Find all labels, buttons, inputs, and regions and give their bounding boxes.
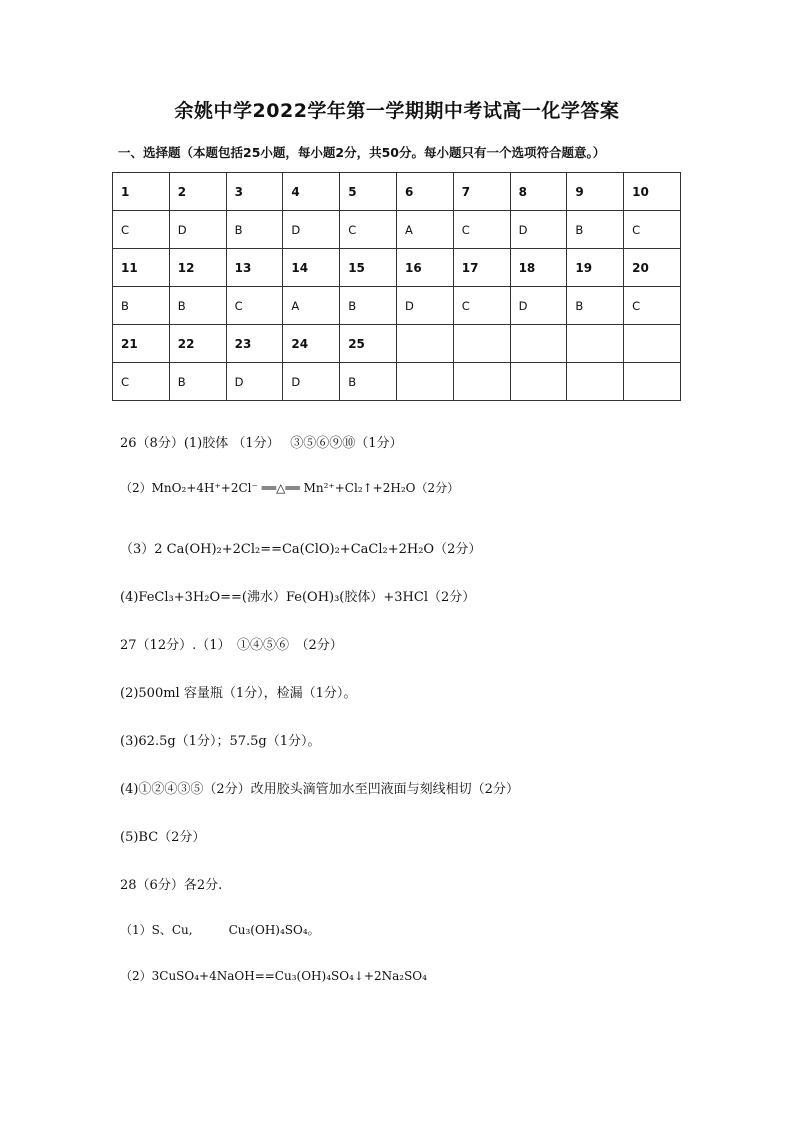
table-cell: 1 xyxy=(113,173,170,211)
table-row xyxy=(113,363,681,401)
table-cell xyxy=(453,325,510,363)
table-cell: 8 xyxy=(510,173,567,211)
table-cell: C xyxy=(226,287,283,325)
table-cell: B xyxy=(340,287,397,325)
table-cell xyxy=(396,363,453,401)
table-cell: C xyxy=(624,211,681,249)
table-cell: 23 xyxy=(226,325,283,363)
table-cell: B xyxy=(567,211,624,249)
table-cell: 18 xyxy=(510,249,567,287)
table-cell: 17 xyxy=(453,249,510,287)
table-cell: B xyxy=(226,211,283,249)
table-cell: B xyxy=(169,287,226,325)
table-cell: D xyxy=(283,363,340,401)
table-cell: 4 xyxy=(283,173,340,211)
answer-28-2: （2）3CuSO₄+4NaOH==Cu₃(OH)₄SO₄↓+2Na₂SO₄ xyxy=(120,969,427,983)
table-cell: 6 xyxy=(396,173,453,211)
table-cell xyxy=(453,363,510,401)
answer-26-4: (4)FeCl₃+3H₂O==(沸水）Fe(OH)₃(胶体）+3HCl（2分） xyxy=(120,590,476,605)
table-cell: A xyxy=(396,211,453,249)
table-cell: 9 xyxy=(567,173,624,211)
table-cell: D xyxy=(169,211,226,249)
table-cell: A xyxy=(283,287,340,325)
table-cell: C xyxy=(113,363,170,401)
table-cell: 25 xyxy=(340,325,397,363)
section-heading: 一、选择题（本题包括25小题，每小题2分，共50分。每小题只有一个选项符合题意。） xyxy=(118,145,606,160)
table-cell: C xyxy=(340,211,397,249)
table-cell xyxy=(624,363,681,401)
answer-26-1: 26（8分）(1)胶体 （1分） ③⑤⑥⑨⑩（1分） xyxy=(120,436,403,451)
table-cell xyxy=(567,325,624,363)
answer-27-4: (4)①②④③⑤（2分）改用胶头滴管加水至凹液面与刻线相切（2分） xyxy=(120,782,519,797)
table-cell xyxy=(396,325,453,363)
table-cell: C xyxy=(453,211,510,249)
table-cell: C xyxy=(113,211,170,249)
answer-26-3: （3）2 Ca(OH)₂+2Cl₂==Ca(ClO)₂+CaCl₂+2H₂O（2分） xyxy=(120,542,482,557)
table-cell: 7 xyxy=(453,173,510,211)
answer-27-1: 27（12分）.（1） ①④⑤⑥ （2分） xyxy=(120,638,343,653)
table-cell xyxy=(567,363,624,401)
table-cell: 16 xyxy=(396,249,453,287)
answer-26-2: （2）MnO₂+4H⁺+2Cl⁻ ══△══ Mn²⁺+Cl₂↑+2H₂O（2分） xyxy=(120,481,460,495)
table-cell: B xyxy=(169,363,226,401)
table-cell: B xyxy=(113,287,170,325)
answer-28-heading: 28（6分）各2分. xyxy=(120,878,223,893)
table-cell: 5 xyxy=(340,173,397,211)
table-cell: 10 xyxy=(624,173,681,211)
table-cell: D xyxy=(510,287,567,325)
table-cell: B xyxy=(340,363,397,401)
table-row xyxy=(113,173,681,211)
table-cell: B xyxy=(567,287,624,325)
table-cell: 15 xyxy=(340,249,397,287)
table-cell: C xyxy=(453,287,510,325)
table-cell: 14 xyxy=(283,249,340,287)
table-cell: D xyxy=(510,211,567,249)
table-cell: 2 xyxy=(169,173,226,211)
answer-27-3: (3)62.5g（1分）；57.5g（1分）。 xyxy=(120,734,321,749)
table-cell: D xyxy=(396,287,453,325)
page-title: 余姚中学2022学年第一学期期中考试高一化学答案 xyxy=(174,100,620,122)
table-row xyxy=(113,287,681,325)
answer-28-1: （1）S、Cu, Cu₃(OH)₄SO₄。 xyxy=(120,923,320,937)
table-cell: 24 xyxy=(283,325,340,363)
table-row xyxy=(113,211,681,249)
answer-table xyxy=(112,172,681,401)
table-cell xyxy=(510,363,567,401)
table-cell: 11 xyxy=(113,249,170,287)
table-cell: 21 xyxy=(113,325,170,363)
table-cell: D xyxy=(226,363,283,401)
table-cell: 13 xyxy=(226,249,283,287)
answer-27-2: (2)500ml 容量瓶（1分），检漏（1分）。 xyxy=(120,686,357,701)
table-cell: 22 xyxy=(169,325,226,363)
table-cell: C xyxy=(624,287,681,325)
table-cell xyxy=(510,325,567,363)
table-cell: 19 xyxy=(567,249,624,287)
table-cell: 20 xyxy=(624,249,681,287)
table-cell xyxy=(624,325,681,363)
table-cell: 3 xyxy=(226,173,283,211)
table-cell: 12 xyxy=(169,249,226,287)
answer-27-5: (5)BC（2分） xyxy=(120,830,206,845)
table-row xyxy=(113,249,681,287)
table-cell: D xyxy=(283,211,340,249)
table-row xyxy=(113,325,681,363)
